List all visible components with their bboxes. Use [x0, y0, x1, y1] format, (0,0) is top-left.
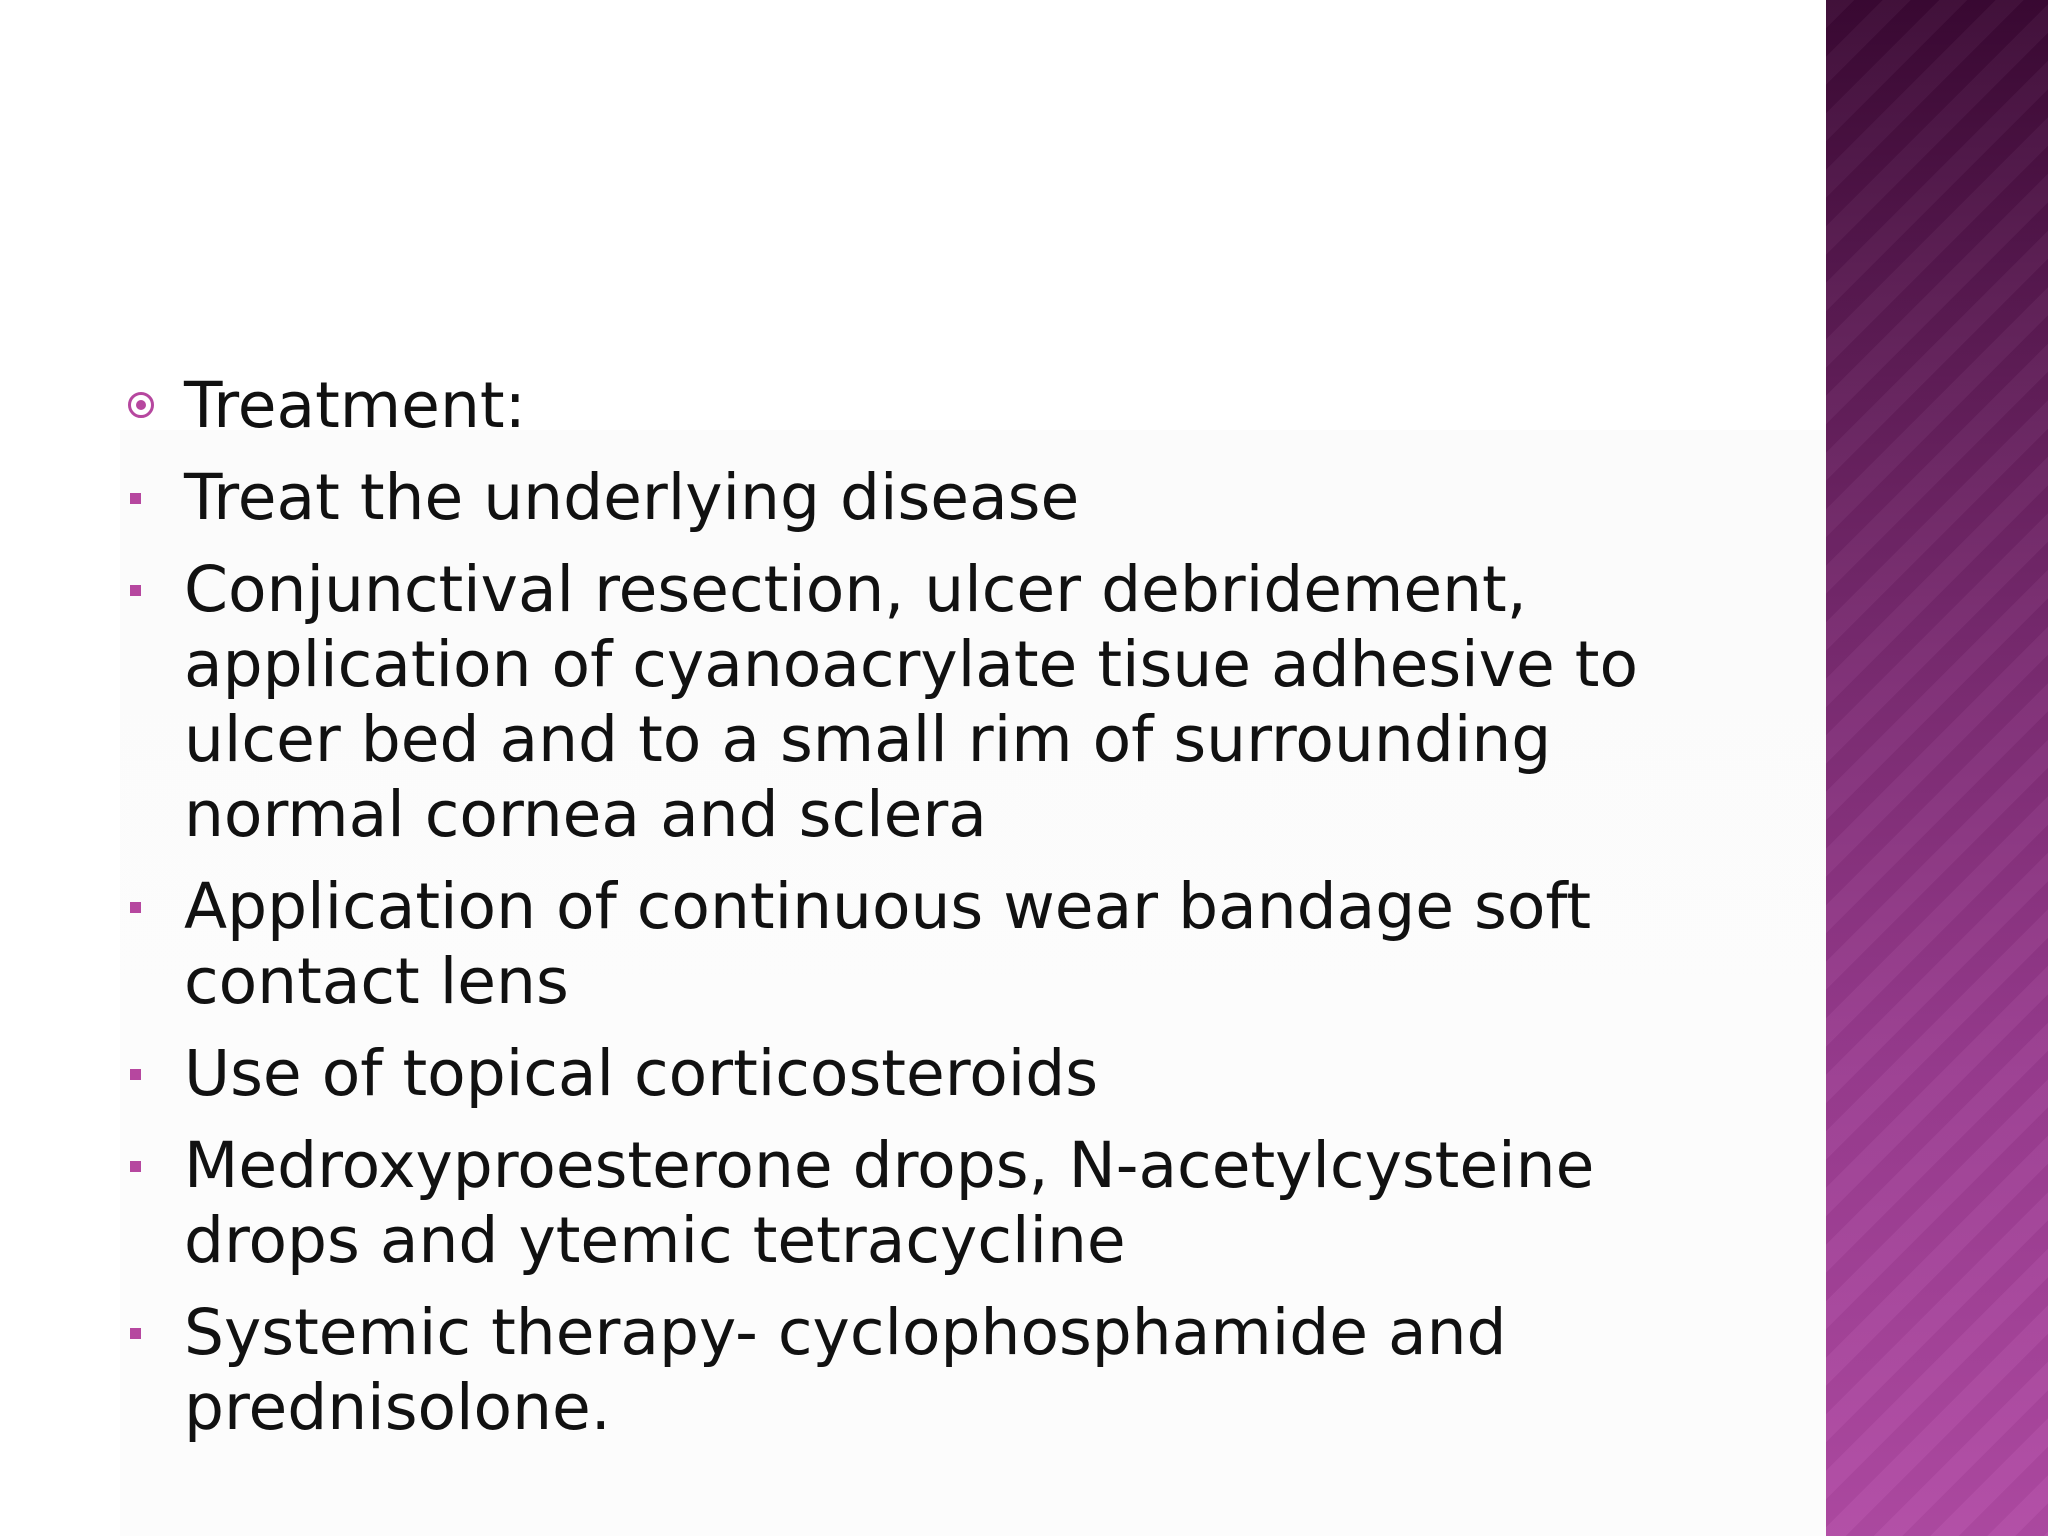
list-item-text: Systemic therapy- cyclophosphamide and prednisolone.	[184, 1296, 1507, 1444]
list-heading-text: Treatment:	[184, 369, 526, 442]
list-item	[124, 460, 1684, 535]
square-bullet-icon	[130, 1161, 141, 1172]
square-bullet-icon	[130, 493, 141, 504]
list-item	[124, 1295, 1684, 1445]
list-item-text: Application of continuous wear bandage soft contact lens	[184, 870, 1592, 1018]
square-bullet-icon	[130, 902, 141, 913]
list-item-text: Medroxyproesterone drops, N-acetylcysteine drops and ytemic tetracycline	[184, 1129, 1595, 1277]
list-item	[124, 1128, 1684, 1278]
square-bullet-icon	[130, 585, 141, 596]
list-item-text: Conjunctival resection, ulcer debridement, application of cyanoacrylate tisue adhesive to ulcer bed and to a small rim of surrounding normal cornea and sclera	[184, 553, 1638, 851]
list-item-text: Treat the underlying disease	[184, 461, 1080, 534]
square-bullet-icon	[130, 1328, 141, 1339]
list-item-text: Use of topical corticosteroids	[184, 1037, 1099, 1110]
list-item	[124, 869, 1684, 1019]
list-item	[124, 552, 1684, 852]
bullet-list	[124, 368, 1684, 1462]
circle-bullet-icon	[128, 392, 154, 418]
square-bullet-icon	[130, 1069, 141, 1080]
decorative-side-band	[1826, 0, 2048, 1536]
list-item	[124, 1036, 1684, 1111]
list-item-heading	[124, 368, 1684, 443]
